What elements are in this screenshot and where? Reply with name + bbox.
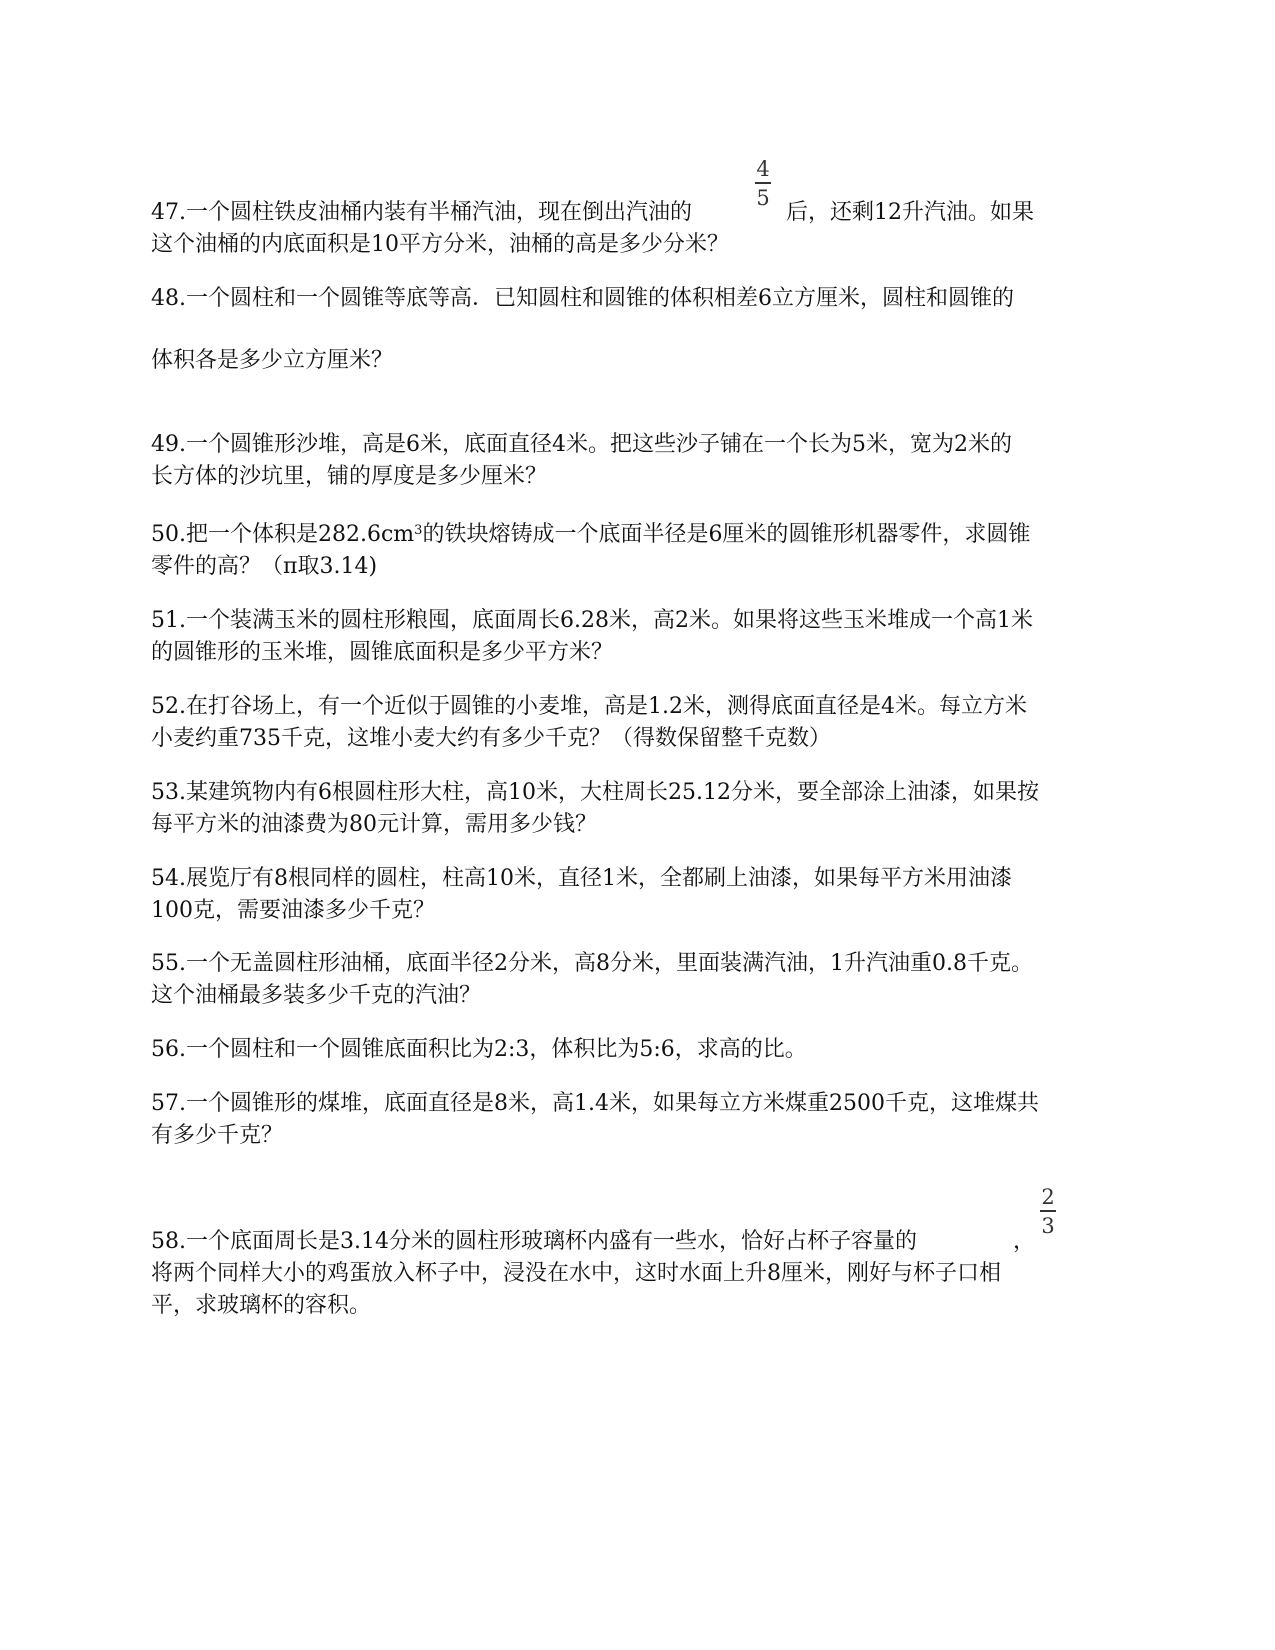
problem-55-line-1: 55.一个无盖圆柱形油桶，底面半径2分米，高8分米，里面装满汽油，1升汽油重0.8千克。 (151, 951, 1033, 976)
problem-50-line-2: 零件的高？（π取3.14) (151, 554, 378, 579)
problem-51-line-1: 51.一个装满玉米的圆柱形粮囤，底面周长6.28米，高2米。如果将这些玉米堆成一个高1米 (151, 608, 1033, 633)
problem-57-line-1: 57.一个圆锥形的煤堆，底面直径是8米，高1.4米，如果每立方米煤重2500千克，这堆煤共 (151, 1091, 1039, 1116)
problem-58-line-2: 将两个同样大小的鸡蛋放入杯子中，浸没在水中，这时水面上升8厘米，刚好与杯子口相 (151, 1261, 1001, 1286)
problem-47-line-1: 47.一个圆柱铁皮油桶内装有半桶汽油，现在倒出汽油的 后，还剩12升汽油。如果 (151, 200, 1034, 225)
fraction-bar (755, 182, 771, 184)
problem-52-line-2: 小麦约重735千克，这堆小麦大约有多少千克？（得数保留整千克数） (151, 726, 831, 751)
problem-57-line-2: 有多少千克？ (151, 1123, 284, 1148)
problem-58-line-1: 58.一个底面周长是3.14分米的圆柱形玻璃杯内盛有一些水，恰好占杯子容量的 ， (151, 1229, 1035, 1254)
problem-54-line-2: 100克，需要油漆多少千克？ (151, 898, 435, 923)
fraction-numerator: 2 (1041, 1185, 1055, 1209)
problem-48-line-2: 体积各是多少立方厘米？ (151, 348, 394, 373)
fraction-denominator: 5 (756, 185, 770, 210)
problem-53-line-1: 53.某建筑物内有6根圆柱形大柱，高10米，大柱周长25.12分米，要全部涂上油漆，如果按 (151, 780, 1039, 805)
problem-52-line-1: 52.在打谷场上，有一个近似于圆锥的小麦堆，高是1.2米，测得底面直径是4米。每立方米 (151, 694, 1027, 719)
problem-55-line-2: 这个油桶最多装多少千克的汽油？ (151, 983, 482, 1008)
problem-50-line-1: 50.把一个体积是$282.6cm^3$的铁块熔铸成一个底面半径是6厘米的圆锥形机器零件，求圆锥 (151, 522, 1031, 547)
problem-56-line-1: 56.一个圆柱和一个圆锥底面积比为2:3，体积比为5:6，求高的比。 (151, 1037, 807, 1062)
problem-54-line-1: 54.展览厅有8根同样的圆柱，柱高10米，直径1米，全都刷上油漆，如果每平方米用油漆 (151, 866, 1012, 891)
fraction-two-thirds (1040, 1186, 1056, 1237)
fraction-numerator: 4 (756, 157, 770, 181)
problem-49-line-1: 49.一个圆锥形沙堆，高是6米，底面直径4米。把这些沙子铺在一个长为5米，宽为2米的 (151, 432, 1012, 457)
problem-49-line-2: 长方体的沙坑里，铺的厚度是多少厘米？ (151, 464, 548, 489)
superscript-cubed: 3 (414, 523, 423, 538)
problem-47-line-2: 这个油桶的内底面积是10平方分米，油桶的高是多少分米？ (151, 232, 729, 257)
fraction-bar (1040, 1210, 1056, 1212)
problem-48-line-1: 48.一个圆柱和一个圆锥等底等高．已知圆柱和圆锥的体积相差6立方厘米，圆柱和圆锥的 (151, 286, 1014, 311)
problem-53-line-2: 每平方米的油漆费为80元计算，需用多少钱？ (151, 812, 597, 837)
fraction-denominator: 3 (1041, 1213, 1055, 1238)
problem-51-line-2: 的圆锥形的玉米堆，圆锥底面积是多少平方米？ (151, 640, 614, 665)
problem-58-line-3: 平，求玻璃杯的容积。 (151, 1293, 372, 1318)
